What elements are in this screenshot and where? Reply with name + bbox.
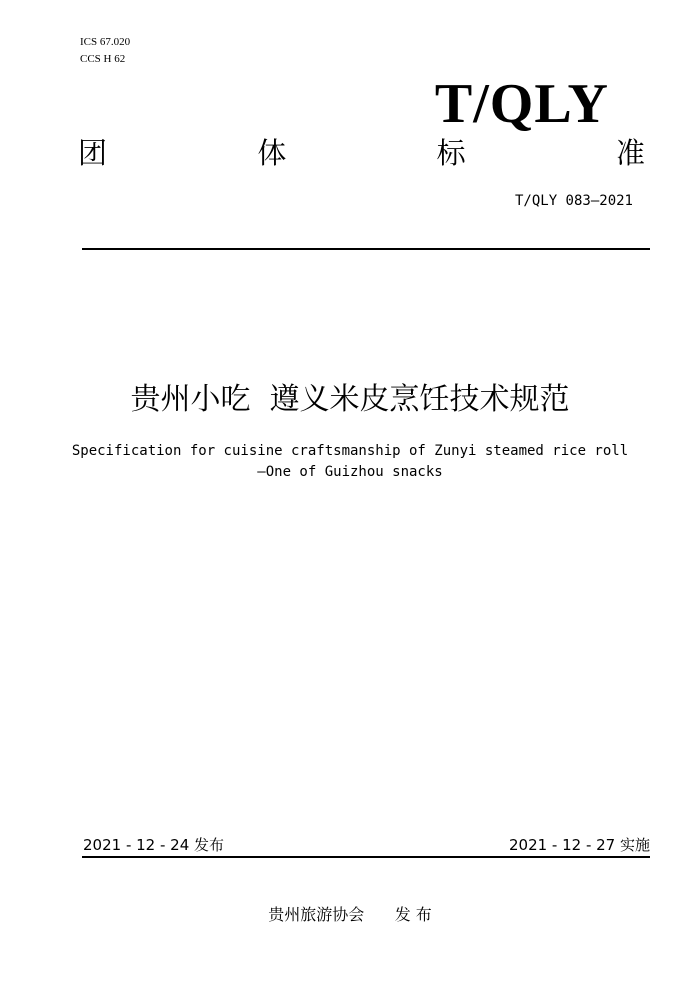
bottom-divider bbox=[82, 856, 650, 858]
title-english-line1: Specification for cuisine craftsmanship of Zunyi steamed rice roll bbox=[71, 443, 629, 459]
ics-code: ICS 67.020 bbox=[80, 36, 131, 48]
top-divider bbox=[82, 248, 650, 250]
standard-type-char: 准 bbox=[615, 136, 645, 170]
standard-type-heading bbox=[78, 136, 645, 170]
title-chinese: 贵州小吃 遵义米皮烹饪技术规范 bbox=[130, 382, 570, 417]
standard-type-char: 团 bbox=[78, 136, 108, 170]
title-english-line2: —One of Guizhou snacks bbox=[257, 464, 443, 480]
issue-date: 2021 - 12 - 24 发布 bbox=[83, 836, 225, 854]
standard-type-char: 体 bbox=[257, 136, 287, 170]
standard-brand-code: T/QLY bbox=[434, 73, 609, 135]
ccs-code: CCS H 62 bbox=[80, 53, 126, 65]
standard-type-char: 标 bbox=[436, 136, 466, 170]
standard-number: T/QLY 083—2021 bbox=[514, 193, 633, 209]
publisher: 贵州旅游协会 发 布 bbox=[268, 905, 432, 924]
implementation-date: 2021 - 12 - 27 实施 bbox=[508, 836, 650, 854]
